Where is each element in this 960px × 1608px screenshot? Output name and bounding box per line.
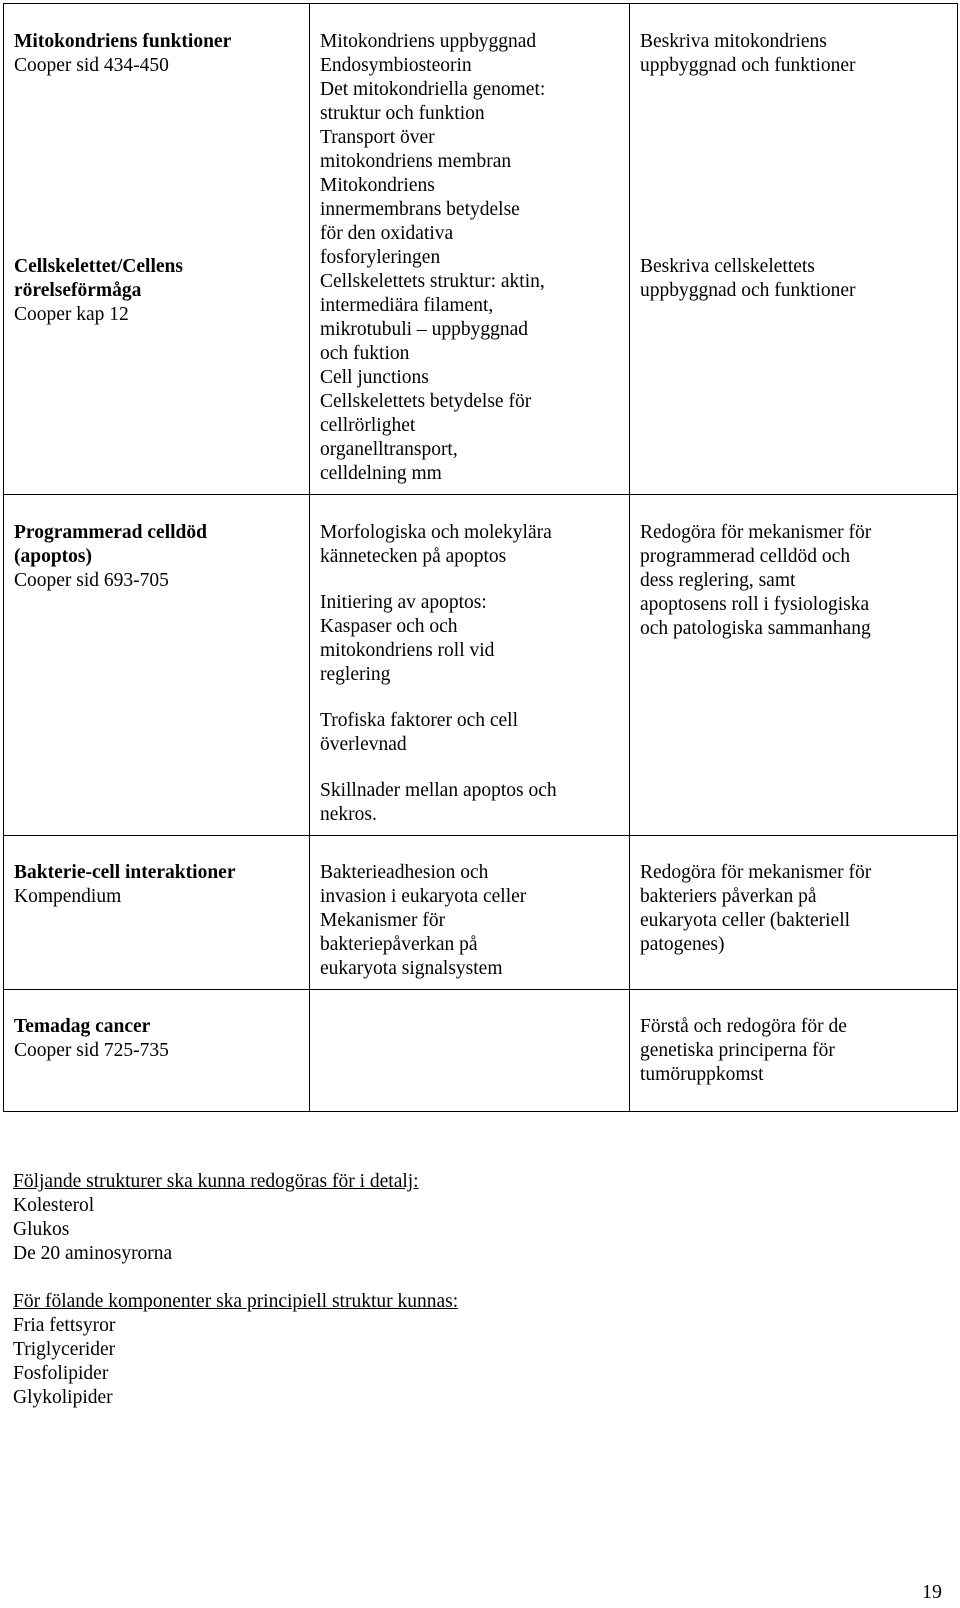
goal-cell	[630, 495, 958, 836]
topic-cell	[4, 836, 310, 990]
topic-title: Temadag cancer	[14, 1016, 151, 1037]
content-line: Cell junctions	[320, 367, 429, 388]
content-block	[320, 779, 621, 827]
principle-structures-group	[13, 1290, 933, 1410]
content-cell	[310, 4, 630, 495]
content-line: mitokondriens roll vid	[320, 640, 495, 661]
goal-line: dess reglering, samt	[640, 570, 796, 591]
topic-reference: Cooper kap 12	[14, 304, 129, 325]
content-line: reglering	[320, 664, 391, 685]
topic-title: (apoptos)	[14, 546, 93, 567]
topic-reference: Cooper sid 434-450	[14, 55, 169, 76]
goal-line: Redogöra för mekanismer för	[640, 522, 872, 543]
goal-line: uppbyggnad och funktioner	[640, 280, 856, 301]
content-cell	[310, 495, 630, 836]
topic-title: Cellskelettet/Cellens	[14, 256, 183, 277]
detail-structures-group	[13, 1170, 933, 1266]
content-line: Transport över	[320, 127, 435, 148]
page-number: 19	[922, 1581, 942, 1603]
goal-line: Beskriva mitokondriens	[640, 31, 827, 52]
goal-cell	[630, 990, 958, 1112]
content-line: för den oxidativa	[320, 223, 454, 244]
list-item: Glukos	[13, 1219, 70, 1240]
topic-title: Programmerad celldöd	[14, 522, 207, 543]
content-line: invasion i eukaryota celler	[320, 886, 527, 907]
content-line: intermediära filament,	[320, 295, 494, 316]
topic-reference: Kompendium	[14, 886, 122, 907]
table-row	[4, 990, 958, 1112]
goal-line: tumöruppkomst	[640, 1064, 764, 1085]
table-row	[4, 4, 958, 495]
topic-title: Mitokondriens funktioner	[14, 31, 232, 52]
structures-section	[13, 1170, 933, 1410]
topic-reference: Cooper sid 725-735	[14, 1040, 169, 1061]
content-line: bakteriepåverkan på	[320, 934, 478, 955]
topic-cell	[4, 4, 310, 495]
content-cell	[310, 836, 630, 990]
content-line: innermembrans betydelse	[320, 199, 520, 220]
list-item: Triglycerider	[13, 1339, 116, 1360]
content-line: organelltransport,	[320, 439, 458, 460]
goal-line: apoptosens roll i fysiologiska	[640, 594, 870, 615]
content-line: cellrörlighet	[320, 415, 416, 436]
content-line: Morfologiska och molekylära	[320, 522, 552, 543]
goal-line: Förstå och redogöra för de	[640, 1016, 847, 1037]
content-line: Trofiska faktorer och cell	[320, 710, 519, 731]
content-block	[320, 591, 621, 687]
content-line: Endosymbiosteorin	[320, 55, 472, 76]
list-item: Kolesterol	[13, 1195, 95, 1216]
content-line: eukaryota signalsystem	[320, 958, 503, 979]
table-row	[4, 495, 958, 836]
content-line: celldelning mm	[320, 463, 442, 484]
content-block	[320, 709, 621, 757]
goal-line: uppbyggnad och funktioner	[640, 55, 856, 76]
list-item: Glykolipider	[13, 1387, 113, 1408]
content-line: Mitokondriens uppbyggnad	[320, 31, 537, 52]
content-line: Skillnader mellan apoptos och	[320, 780, 557, 801]
list-item: Fosfolipider	[13, 1363, 109, 1384]
content-line: Kaspaser och och	[320, 616, 458, 637]
content-line: struktur och funktion	[320, 103, 485, 124]
content-line: nekros.	[320, 804, 377, 825]
content-line: Det mitokondriella genomet:	[320, 79, 546, 100]
content-line: Bakterieadhesion och	[320, 862, 489, 883]
goal-line: Redogöra för mekanismer för	[640, 862, 872, 883]
goal-line: Beskriva cellskelettets	[640, 256, 815, 277]
goal-cell	[630, 4, 958, 495]
topic-title: rörelseförmåga	[14, 280, 142, 301]
topics-table	[3, 3, 958, 1112]
content-line: Cellskelettets struktur: aktin,	[320, 271, 545, 292]
content-line: överlevnad	[320, 734, 407, 755]
topic-cell	[4, 495, 310, 836]
goal-line: och patologiska sammanhang	[640, 618, 871, 639]
goal-line: eukaryota celler (bakteriell	[640, 910, 851, 931]
goal-line: programmerad celldöd och	[640, 546, 851, 567]
content-line: Cellskelettets betydelse för	[320, 391, 532, 412]
content-line: mikrotubuli – uppbyggnad	[320, 319, 528, 340]
content-line: Initiering av apoptos:	[320, 592, 487, 613]
goal-line: bakteriers påverkan på	[640, 886, 817, 907]
content-line: mitokondriens membran	[320, 151, 512, 172]
detail-structures-heading: Följande strukturer ska kunna redogöras för i detalj:	[13, 1171, 419, 1192]
content-line: fosforyleringen	[320, 247, 441, 268]
topic-reference: Cooper sid 693-705	[14, 570, 169, 591]
content-line: Mekanismer för	[320, 910, 446, 931]
topic-cell	[4, 990, 310, 1112]
table-row	[4, 836, 958, 990]
goal-cell	[630, 836, 958, 990]
content-block	[320, 521, 621, 569]
goal-line: genetiska principerna för	[640, 1040, 835, 1061]
content-line: och fuktion	[320, 343, 410, 364]
content-cell-empty	[310, 990, 630, 1112]
content-line: Mitokondriens	[320, 175, 435, 196]
list-item: Fria fettsyror	[13, 1315, 116, 1336]
topic-title: Bakterie-cell interaktioner	[14, 862, 236, 883]
principle-structures-heading: För fölande komponenter ska principiell struktur kunnas:	[13, 1291, 459, 1312]
content-line: kännetecken på apoptos	[320, 546, 507, 567]
list-item: De 20 aminosyrorna	[13, 1243, 173, 1264]
goal-line: patogenes)	[640, 934, 725, 955]
